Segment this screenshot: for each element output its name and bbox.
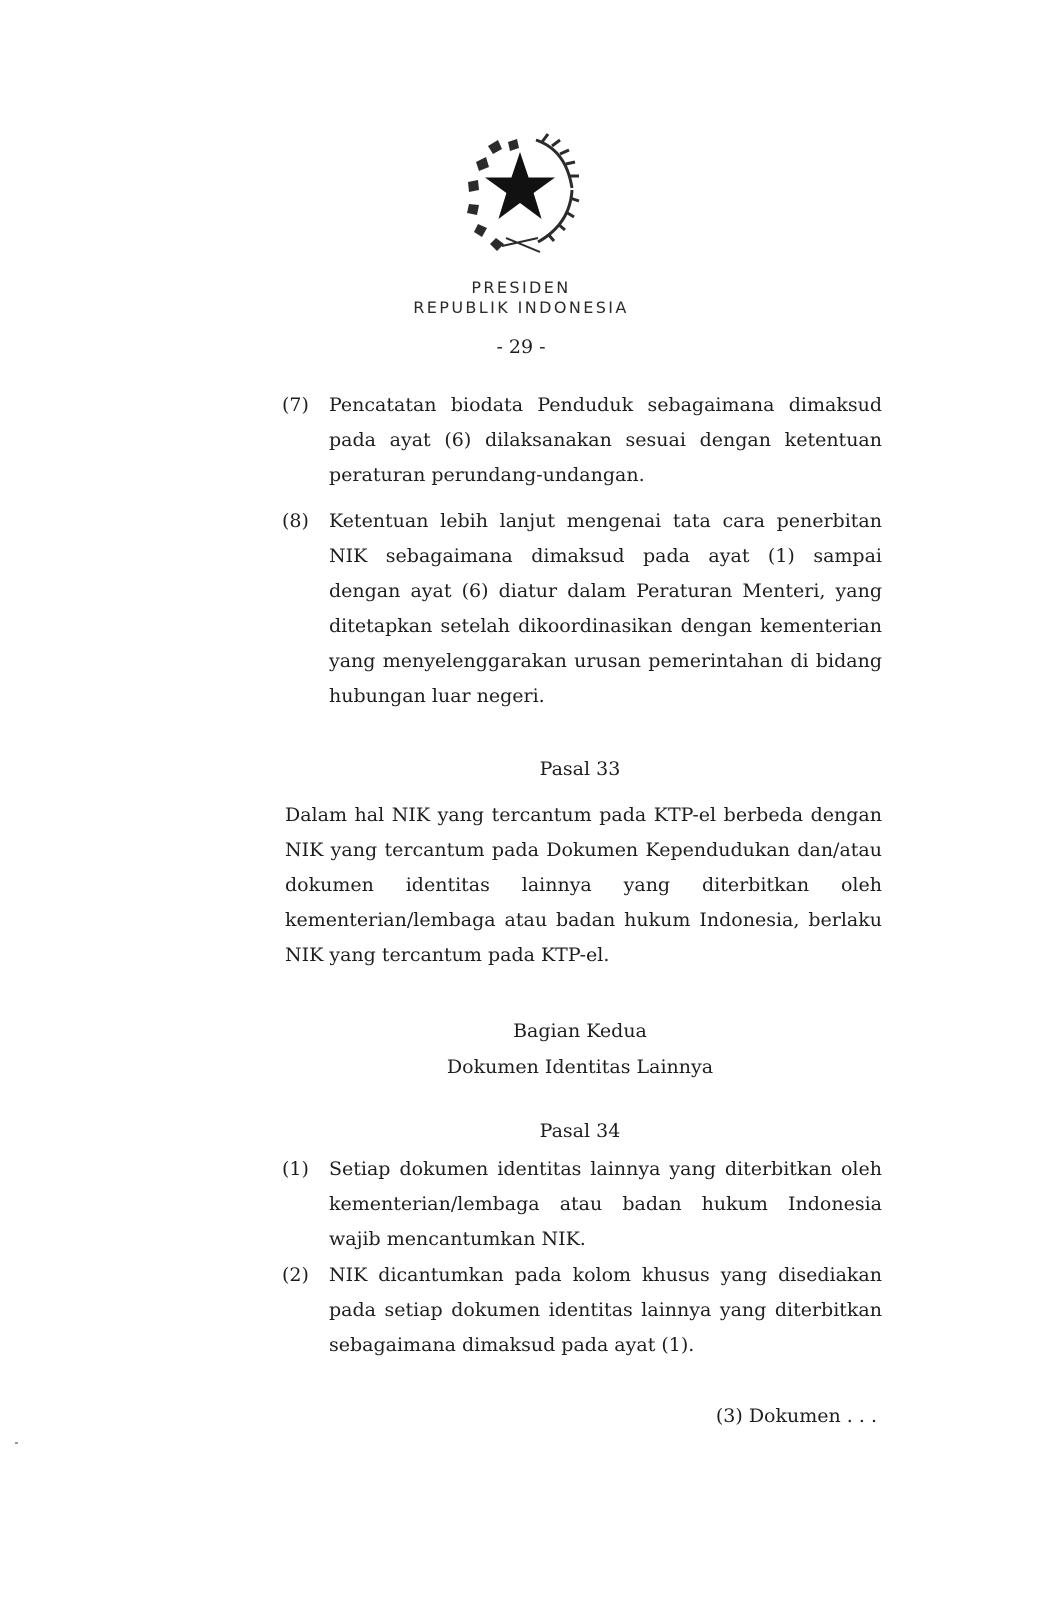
pasal-34-ayat-1	[282, 1152, 882, 1257]
scan-mark	[15, 1442, 18, 1444]
pasal-34-title: Pasal 34	[539, 1120, 621, 1142]
ayat-number: (1)	[282, 1158, 309, 1180]
pasal-33-title: Pasal 33	[539, 758, 621, 780]
ayat-text: Ketentuan lebih lanjut mengenai tata cara penerbitan NIK sebagaimana dimaksud pada ayat (1) sampai dengan ayat (6) diatur dalam Peraturan Menteri, yang ditetapkan setelah dikoordinasikan dengan kementerian yang menyelenggarakan urusan pemerintahan di bidang hubungan luar negeri.	[329, 510, 882, 707]
ayat-number: (8)	[282, 510, 309, 532]
ayat-text: Pencatatan biodata Penduduk sebagaimana dimaksud pada ayat (6) dilaksanakan sesuai dengan ketentuan peraturan perundang-undangan.	[329, 394, 882, 486]
ayat-8	[282, 504, 882, 714]
header-republik-indonesia: REPUBLIK INDONESIA	[413, 298, 629, 317]
bagian-subtitle: Dokumen Identitas Lainnya	[446, 1056, 714, 1078]
ayat-text: NIK dicantumkan pada kolom khusus yang disediakan pada setiap dokumen identitas lainnya yang diterbitkan sebagaimana dimaksud pada ayat (1).	[329, 1264, 882, 1356]
pasal-33-text: Dalam hal NIK yang tercantum pada KTP-el berbeda dengan NIK yang tercantum pada Dokumen Kependudukan dan/atau dokumen identitas lainnya yang diterbitkan oleh kementerian/lembaga atau badan hukum Indonesia, berlaku NIK yang tercantum pada KTP-el.	[285, 804, 882, 966]
ayat-7	[282, 388, 882, 493]
bagian-title: Bagian Kedua	[513, 1020, 647, 1042]
ayat-number: (7)	[282, 394, 309, 416]
ayat-text: Setiap dokumen identitas lainnya yang diterbitkan oleh kementerian/lembaga atau badan hukum Indonesia wajib mencantumkan NIK.	[329, 1158, 882, 1250]
header-presiden: PRESIDEN	[471, 278, 571, 297]
ayat-number: (2)	[282, 1264, 309, 1286]
page-number: - 29 -	[496, 336, 546, 358]
garuda-star-emblem-icon	[458, 128, 582, 256]
pasal-34-ayat-2	[282, 1258, 882, 1363]
continuation-text: (3) Dokumen . . .	[715, 1405, 877, 1427]
